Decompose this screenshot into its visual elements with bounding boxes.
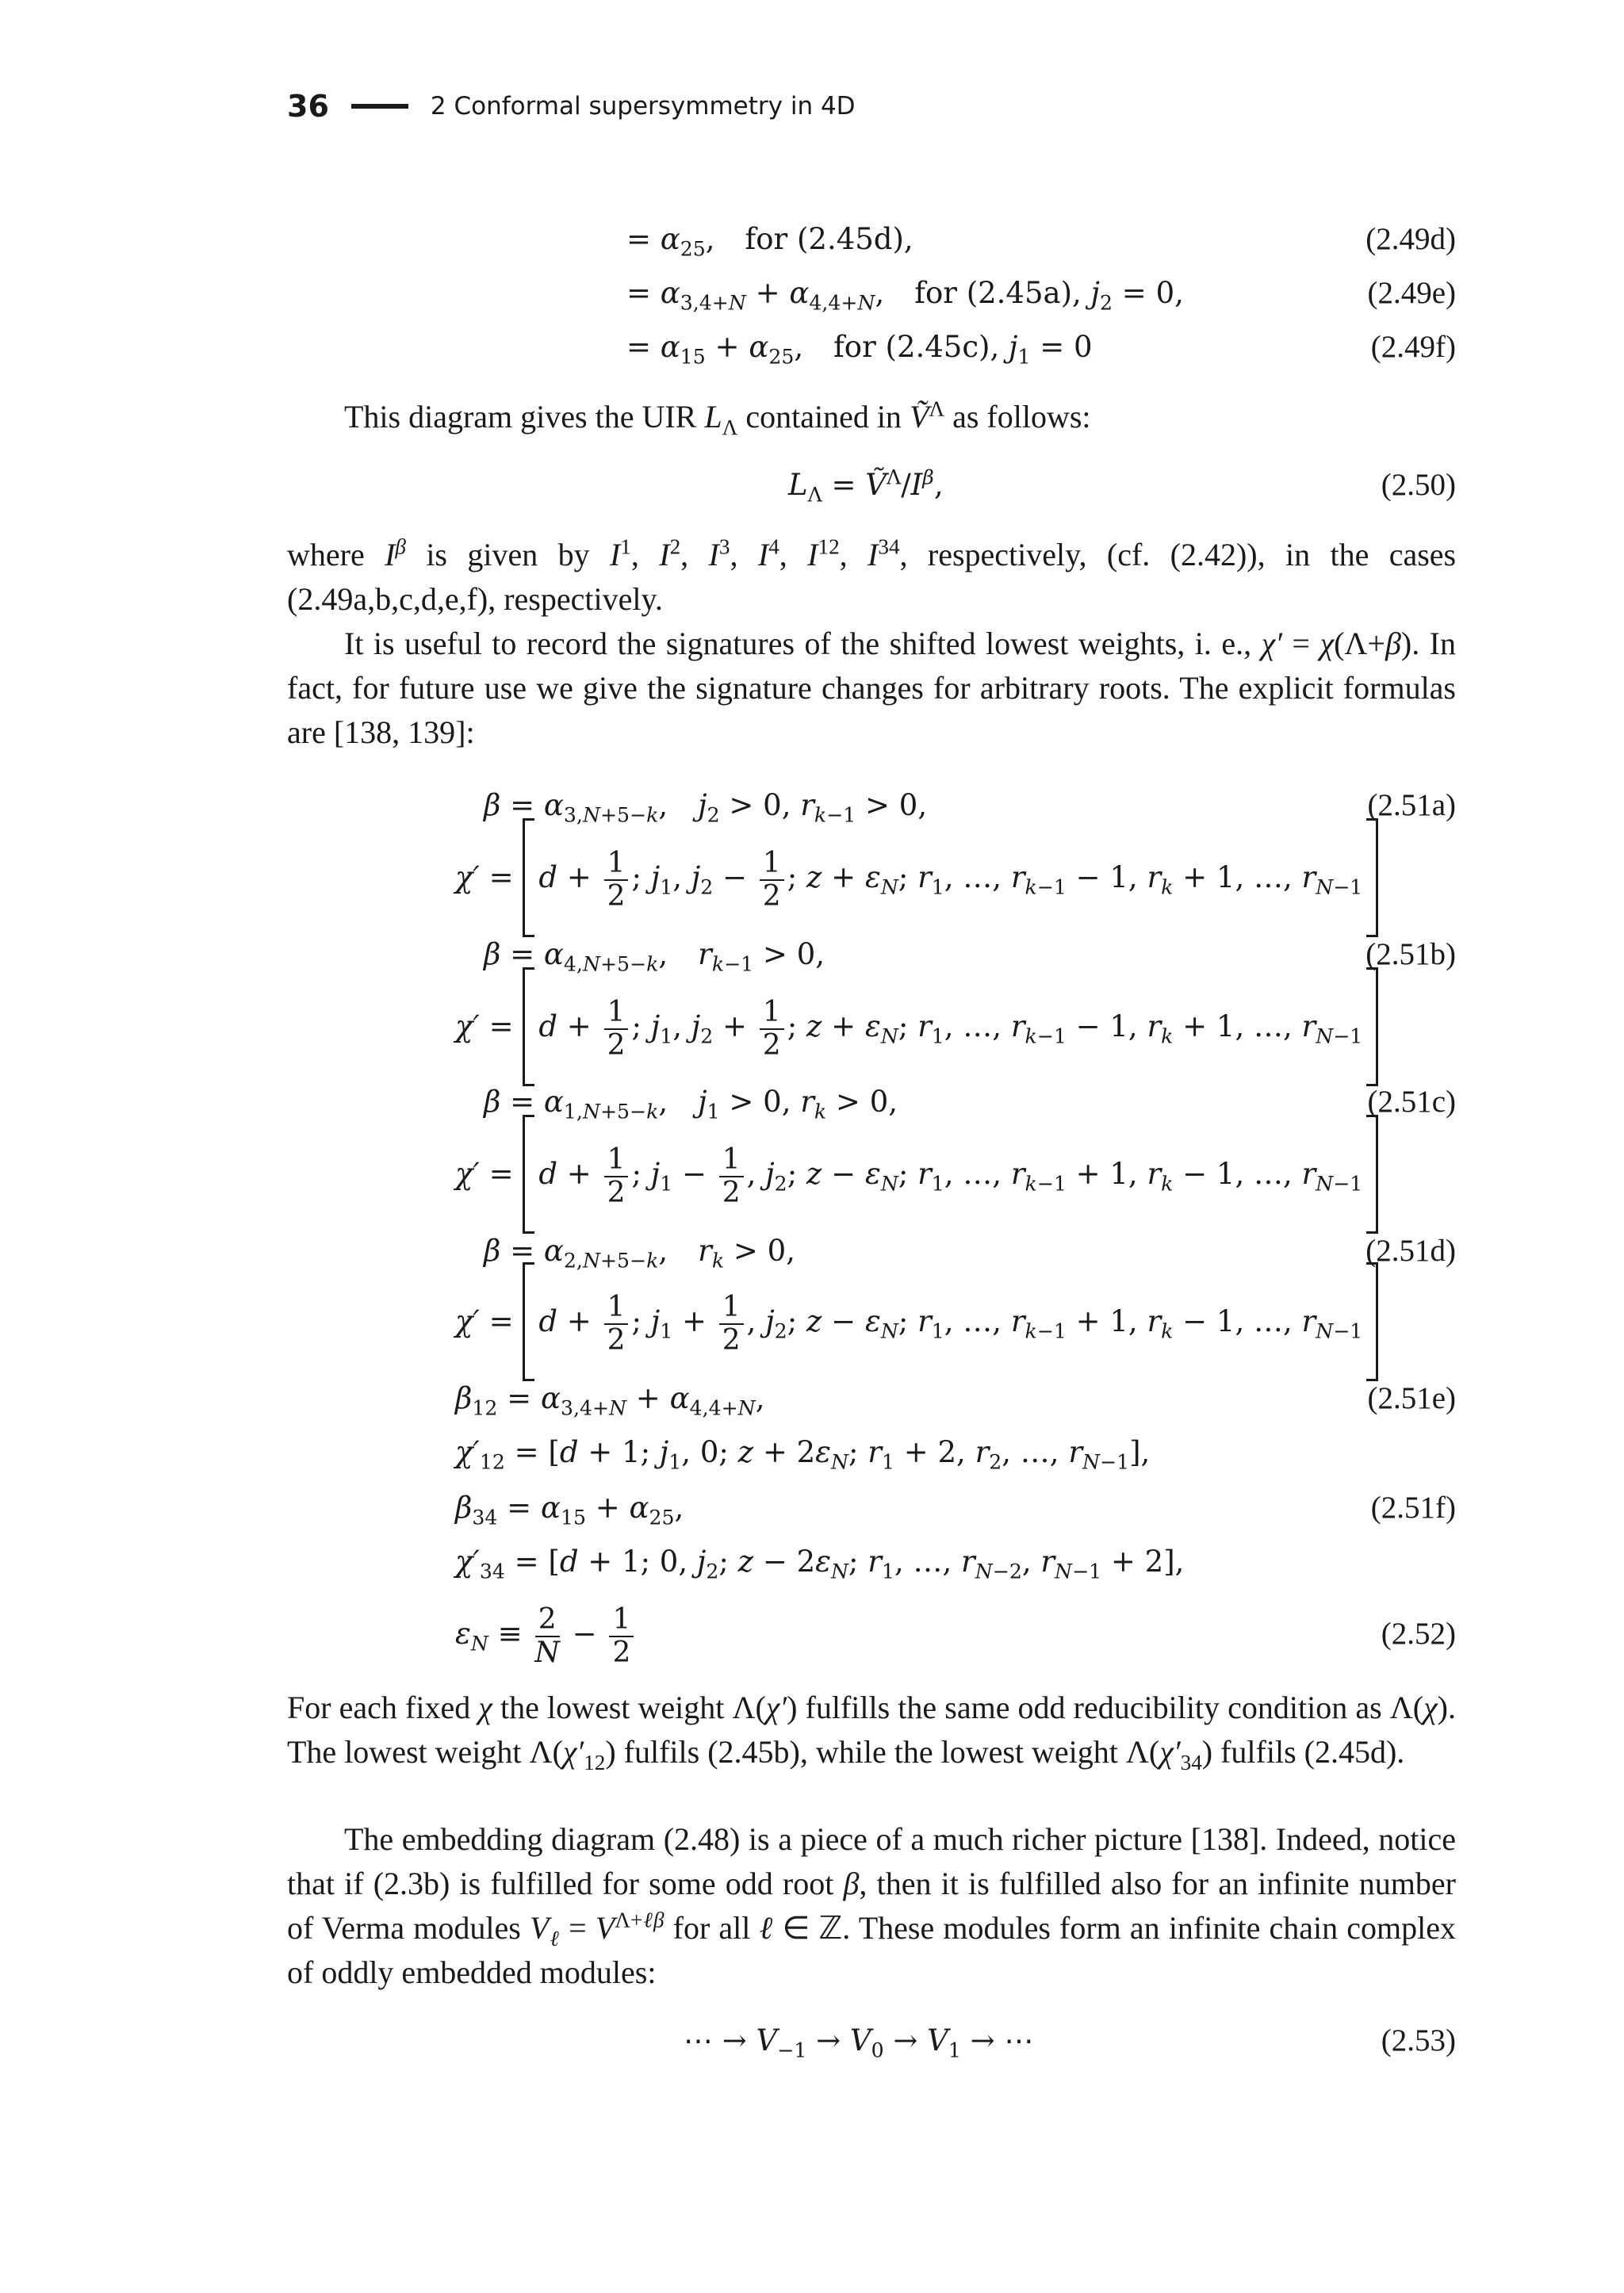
paragraph: This diagram gives the UIR $L_\Lambda$ contained in Ṽ$^\Lambda$ as follows: [344, 396, 1091, 439]
equation-2-51d-chi [0, 1278, 1624, 1365]
paragraph: The embedding diagram (2.48) is a piece of a much richer picture [138]. Indeed, notice that if (2.3b) is fulfilled for some odd root β, then it is fulfilled also for an infinite number of Verma modules $V_\ell = V^{\Lambda+\ell\beta}$ for all ℓ ∈ ℤ. These modules form an infinite chain complex of oddly embedded modules: [287, 1821, 1456, 1990]
equation-body: $\chi'_{34} = [d + 1$; 0, $j_2$; $z - 2\varepsilon_N$; $r_1$, …, $r_{N-2}$, $r_{N-1} + 2$], [455, 1545, 1185, 1583]
equation-body: $\beta = \alpha_{3,N+5-k}$, $j_2 > 0$, $r_{k-1} > 0$, [484, 788, 928, 827]
equation-body: χ′ = d + $\frac{1}{2}$ ; $j_1$, $j_2$ − $\frac{1}{2}$ ; $z + \varepsilon_N$; $r_1$, …, $r_{k-1} - 1$, $r_k + 1$, …, $r_{N-1}$ [455, 834, 1378, 921]
paragraph: It is useful to record the signatures of the shifted lowest weights, i. e., χ′ = χ(Λ+β). In fact, for future use we give the signature changes for arbitrary roots. The explicit formulas are [138, 139]: [287, 626, 1457, 750]
equation-body: $\varepsilon_N$ ≡ $\frac{2}{N}$ − $\frac{1}{2}$ [455, 1591, 637, 1678]
equation-body: $\beta = \alpha_{4,N+5-k}$, $r_{k-1} > 0$, [484, 937, 825, 976]
running-header [287, 89, 856, 124]
equation-2-49e [0, 268, 1624, 319]
equation-body: $\beta = \alpha_{2,N+5-k}$, $r_k > 0$, [484, 1234, 795, 1273]
equation-number: (2.51e) [1367, 1381, 1456, 1415]
equation-number: (2.53) [1381, 2023, 1456, 2058]
paragraph: For each fixed χ the lowest weight Λ(χ′) fulfills the same odd reducibility condition as Λ(χ). The lowest weight $\Lambda(\chi'_{12})$ fulfils (2.45b), while the lowest weight $\Lambda(\chi'_{34})$ fulfils (2.45d). [287, 1690, 1456, 1774]
running-title: 2 Conformal supersymmetry in 4D [430, 92, 856, 121]
equation-2-49f [0, 322, 1624, 373]
equation-body: = $\alpha_{25}$, for (2.45d), [626, 222, 914, 261]
equation-number: (2.51a) [1367, 788, 1456, 822]
equation-2-51c-chi [0, 1131, 1624, 1218]
equation-2-51d-beta [0, 1226, 1624, 1277]
equation-2-52 [0, 1591, 1624, 1678]
equation-body: $\chi'_{12} = [d + 1$; $j_1$, 0; $z + 2\varepsilon_N$; $r_1 + 2$, $r_2$, …, $r_{N-1}$], [455, 1435, 1151, 1474]
equation-number: (2.50) [1381, 468, 1456, 502]
equation-body: $\beta = \alpha_{1,N+5-k}$, $j_1 > 0$, $r_k > 0$, [484, 1085, 898, 1124]
equation-number: (2.49d) [1365, 222, 1456, 256]
equation-body: = $\alpha_{3,4+N} + \alpha_{4,4+N}$, for (2.45a), $j_2 = 0$, [626, 276, 1184, 315]
equation-number: (2.51d) [1365, 1234, 1456, 1268]
paragraph: where $I^\beta$ is given by $I^1$, $I^2$, $I^3$, $I^4$, $I^{12}$, $I^{34}$, respectively, (cf. (2.42)), in the cases (2.49a,b,c,d,e,f), respectively. [287, 534, 1457, 617]
equation-2-53 [0, 2015, 1624, 2066]
equation-number: (2.52) [1381, 1617, 1456, 1651]
equation-number: (2.51b) [1365, 937, 1456, 971]
equation-2-51a-beta [0, 780, 1624, 831]
page-number: 36 [287, 89, 329, 124]
equation-body: $L_\Lambda$ = $Ṽ^\Lambda/I^\beta$, [788, 465, 944, 507]
equation-number: (2.49e) [1367, 276, 1456, 310]
equation-body: χ′ = d + $\frac{1}{2}$ ; $j_1$ + $\frac{1}{2}$ , $j_2$; $z - \varepsilon_N$; $r_1$, …, $r_{k-1} + 1$, $r_k - 1$, …, $r_{N-1}$ [455, 1278, 1378, 1365]
equation-2-51e-beta [0, 1373, 1624, 1424]
equation-2-51b-beta [0, 929, 1624, 980]
equation-2-49d [0, 214, 1624, 265]
equation-number: (2.51f) [1370, 1491, 1456, 1525]
equation-number: (2.49f) [1370, 330, 1456, 364]
equation-body: χ′ = d + $\frac{1}{2}$ ; $j_1$, $j_2$ + $\frac{1}{2}$ ; $z + \varepsilon_N$; $r_1$, …, $r_{k-1} - 1$, $r_k + 1$, …, $r_{N-1}$ [455, 983, 1378, 1070]
equation-body: ⋯ → $V_{-1} \to V_0 \to V_1$ → ⋯ [684, 2023, 1034, 2062]
equation-body: χ′ = d + $\frac{1}{2}$ ; $j_1$ − $\frac{1}{2}$ , $j_2$; $z - \varepsilon_N$; $r_1$, …, $r_{k-1} + 1$, $r_k - 1$, …, $r_{N-1}$ [455, 1131, 1378, 1218]
equation-2-51f-chi [0, 1537, 1624, 1587]
equation-number: (2.51c) [1367, 1085, 1456, 1119]
equation-body: $\beta_{34} = \alpha_{15} + \alpha_{25}$, [455, 1491, 684, 1529]
equation-2-51c-beta [0, 1077, 1624, 1127]
equation-2-51b-chi [0, 983, 1624, 1070]
equation-body: = $\alpha_{15} + \alpha_{25}$, for (2.45c), $j_1 = 0$ [626, 330, 1093, 369]
equation-body: $\beta_{12} = \alpha_{3,4+N} + \alpha_{4,4+N}$, [455, 1381, 765, 1420]
equation-2-51f-beta [0, 1483, 1624, 1533]
header-rule [351, 104, 408, 109]
equation-2-50 [0, 460, 1624, 511]
equation-2-51a-chi [0, 834, 1624, 921]
equation-2-51e-chi [0, 1427, 1624, 1478]
